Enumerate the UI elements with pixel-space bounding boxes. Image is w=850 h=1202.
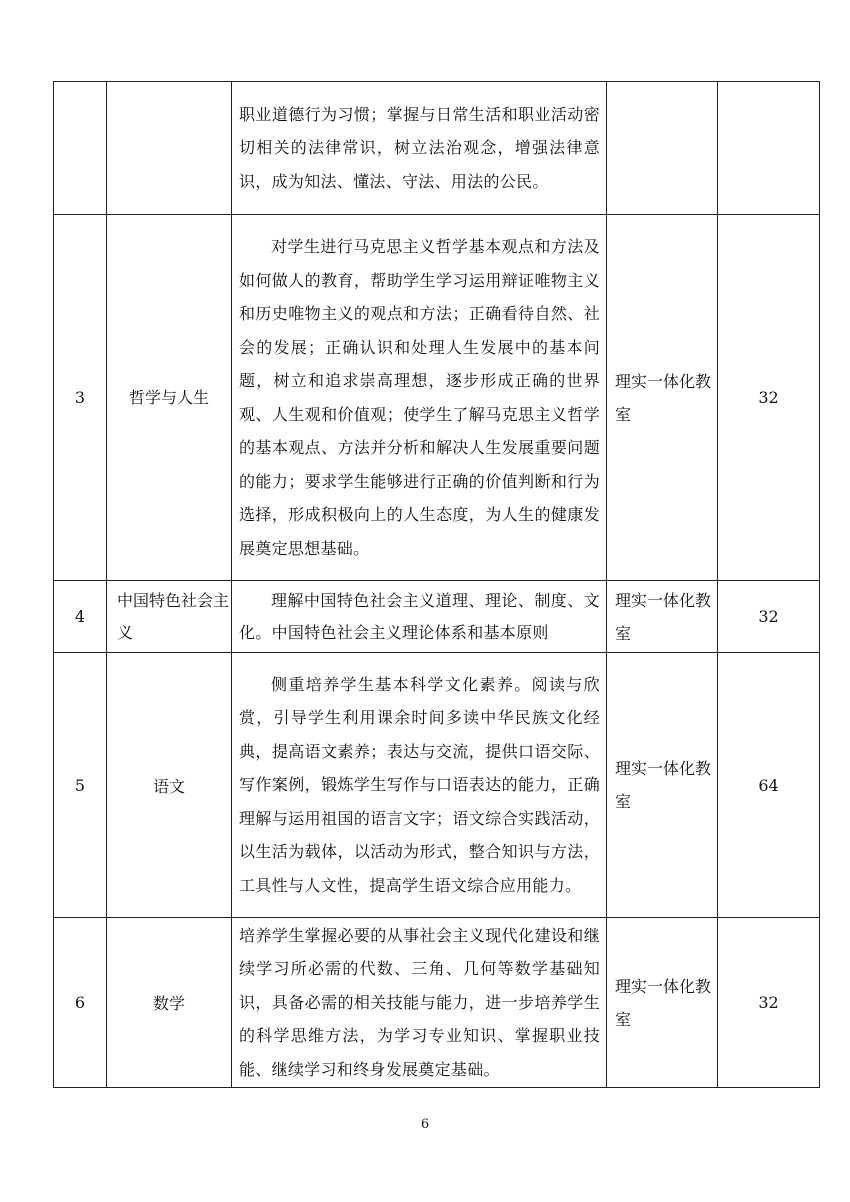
hours: 32 (718, 581, 820, 653)
venue: 理实一体化教室 (615, 371, 712, 424)
row-number: 6 (54, 918, 107, 1088)
row-number: 3 (54, 215, 107, 581)
course-description: 职业道德行为习惯；掌握与日常生活和职业活动密切相关的法律常识，树立法治观念，增强法律意识，成为知法、懂法、守法、用法的公民。 (239, 104, 600, 191)
course-description: 侧重培养学生基本科学文化素养。阅读与欣赏，引导学生利用课余时间多读中华民族文化经典，提高语文素养；表达与交流，提供口语交际、写作案例，锻炼学生写作与口语表达的能力，正确理解与运用祖国的语言文字；语文综合实践活动，以生活为载体，以活动为形式，整合知识与方法，工具性与人文性，提高学生语文综合应用能力。 (239, 674, 600, 895)
course-description-cell (232, 82, 607, 215)
course-name (107, 82, 232, 215)
course-table (53, 81, 820, 1088)
hours (718, 82, 820, 215)
table-row (54, 82, 820, 215)
course-description: 培养学生掌握必要的从事社会主义现代化建设和继续学习所必需的代数、三角、几何等数学基础知识，具备必需的相关技能与能力，进一步培养学生的科学思维方法，为学习专业知识、掌握职业技能、继续学习和终身发展奠定基础。 (239, 925, 600, 1079)
venue-cell (607, 581, 718, 653)
venue (607, 82, 718, 215)
course-name: 数学 (107, 918, 232, 1088)
table-row (54, 215, 820, 581)
course-description: 对学生进行马克思主义哲学基本观点和方法及如何做人的教育，帮助学生学习运用辩证唯物主义和历史唯物主义的观点和方法；正确看待自然、社会的发展；正确认识和处理人生发展中的基本问题，树立和追求崇高理想，逐步形成正确的世界观、人生观和价值观；使学生了解马克思主义哲学的基本观点、方法并分析和解决人生发展重要问题的能力；要求学生能够进行正确的价值判断和行为选择，形成积极向上的人生态度，为人生的健康发展奠定思想基础。 (239, 237, 600, 558)
venue-cell (607, 215, 718, 581)
table-row (54, 653, 820, 918)
course-description-cell (232, 581, 607, 653)
course-description-cell (232, 215, 607, 581)
course-description-cell (232, 918, 607, 1088)
venue: 理实一体化教室 (615, 759, 712, 811)
table-row (54, 581, 820, 653)
venue: 理实一体化教室 (615, 590, 712, 643)
row-number: 4 (54, 581, 107, 653)
row-number: 5 (54, 653, 107, 918)
course-name-cell (107, 581, 232, 653)
page-number: 6 (420, 1117, 430, 1132)
course-description-cell (232, 653, 607, 918)
course-name: 哲学与人生 (128, 387, 209, 407)
venue: 理实一体化教室 (615, 976, 712, 1029)
hours: 32 (718, 918, 820, 1088)
venue-cell (607, 918, 718, 1088)
table-row (54, 918, 820, 1088)
row-number (54, 82, 107, 215)
course-name-cell (107, 215, 232, 581)
venue-cell (607, 653, 718, 918)
course-name: 语文 (107, 653, 232, 918)
course-name: 中国特色社会主义 (117, 590, 230, 642)
hours: 32 (718, 215, 820, 581)
course-description: 理解中国特色社会主义道理、理论、制度、文化。中国特色社会主义理论体系和基本原则 (239, 590, 600, 642)
hours: 64 (718, 653, 820, 918)
